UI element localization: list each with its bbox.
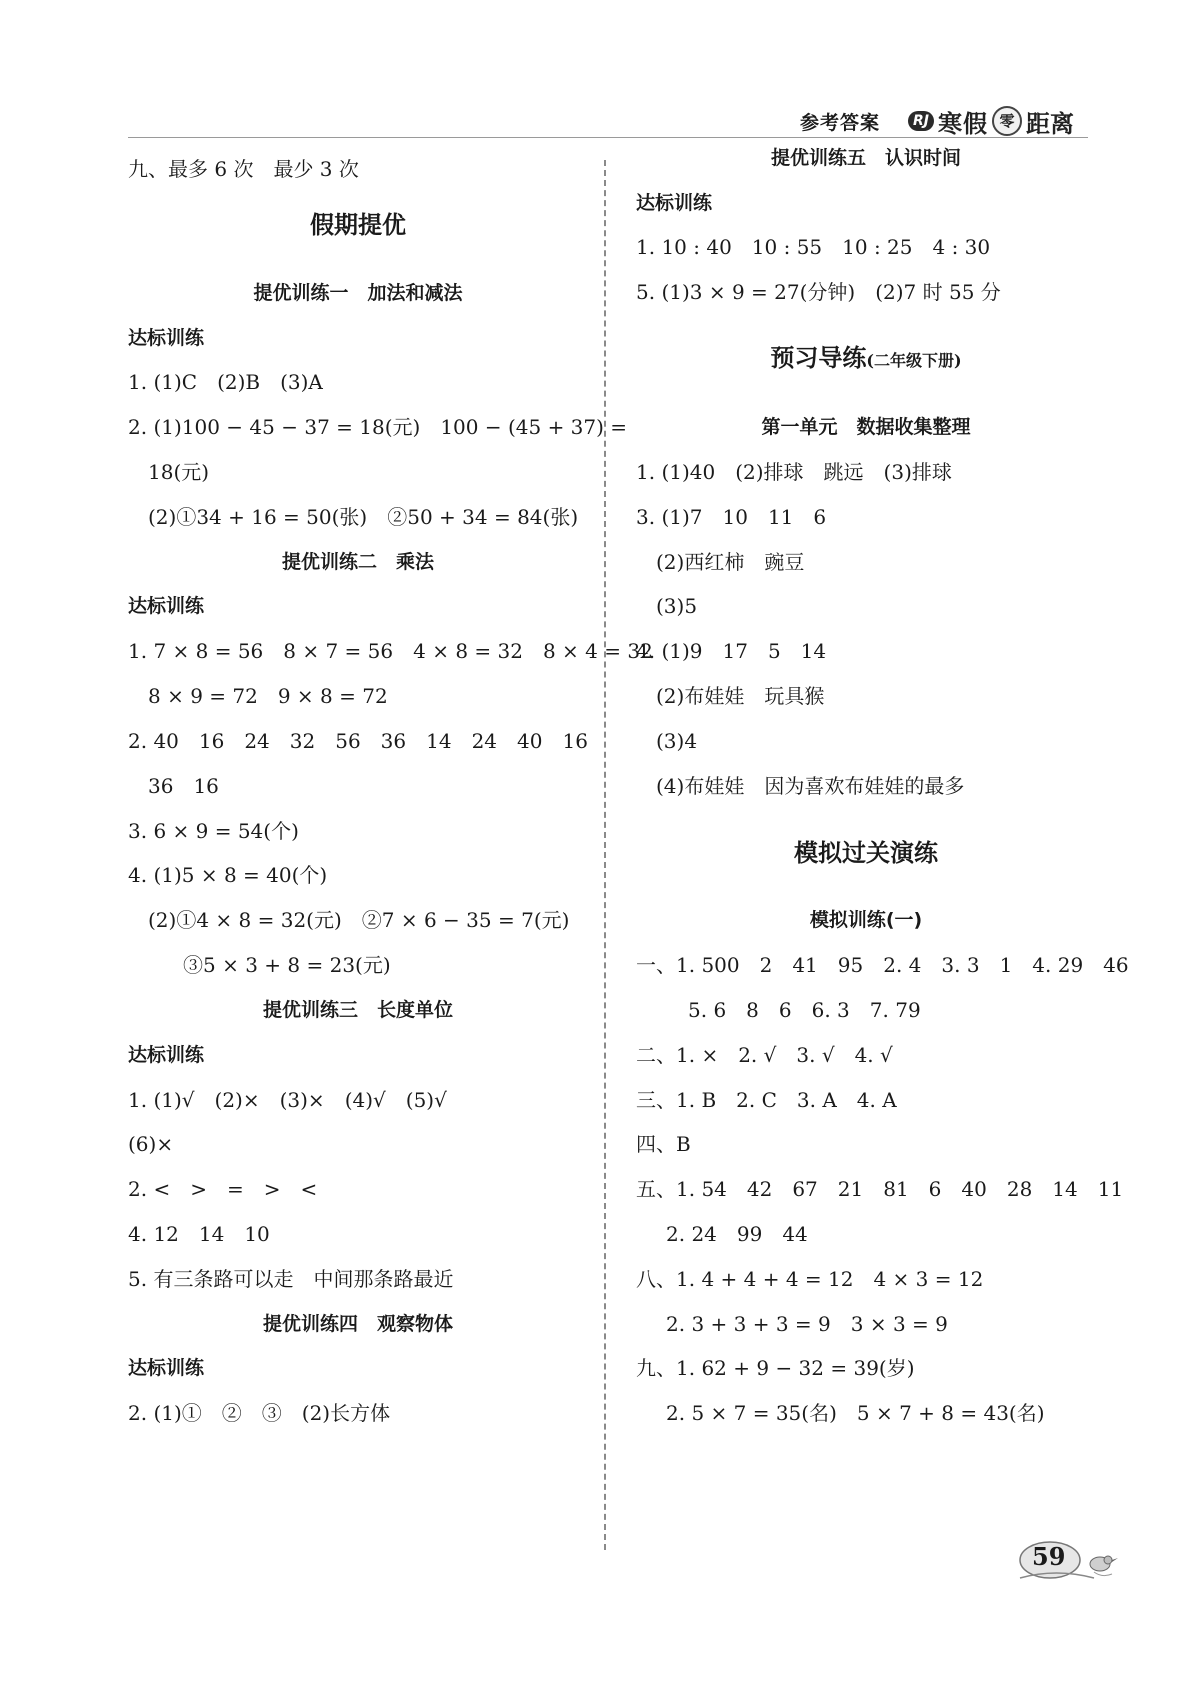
- subsection-title: 达标训练: [128, 1357, 205, 1379]
- answer-line: (2)西红柿 豌豆: [656, 550, 805, 574]
- subsection-title: 达标训练: [636, 192, 713, 214]
- training-title: 提优训练一 加法和减法: [253, 282, 463, 304]
- training-title: 提优训练二 乘法: [281, 551, 434, 573]
- answer-line: 1. (1)C (2)B (3)A: [128, 370, 323, 394]
- header-rule: [128, 137, 1088, 138]
- answer-line: 九、1. 62 + 9 − 32 = 39(岁): [636, 1356, 915, 1380]
- answer-line: 九、最多 6 次 最少 3 次: [128, 157, 359, 181]
- answer-line: 5. 有三条路可以走 中间那条路最近: [128, 1267, 454, 1291]
- training-title: 模拟训练(一): [809, 909, 923, 931]
- subsection-title: 达标训练: [128, 1044, 205, 1066]
- answer-line: (2)①4 × 8 = 32(元) ②7 × 6 − 35 = 7(元): [148, 908, 570, 932]
- answer-line: (3)4: [656, 729, 698, 753]
- answer-line: (6)×: [128, 1132, 174, 1156]
- answer-line: 2. (1)100 − 45 − 37 = 18(元) 100 − (45 + 37) =: [128, 415, 628, 439]
- section-title: 假期提优: [310, 210, 406, 239]
- answer-line: (2)布娃娃 玩具猴: [656, 684, 825, 708]
- answer-line: 1. 10 : 40 10 : 55 10 : 25 4 : 30: [636, 235, 991, 259]
- preview-note: (二年级下册): [866, 351, 962, 370]
- answer-line: 8 × 9 = 72 9 × 8 = 72: [148, 684, 388, 708]
- column-divider: [604, 160, 606, 1550]
- brand-text-1: 寒假: [938, 109, 988, 138]
- answer-line: 3. (1)7 10 11 6: [636, 505, 827, 529]
- answer-line: 一、1. 500 2 41 95 2. 4 3. 3 1 4. 29 46: [636, 953, 1129, 977]
- page-number-badge: [1016, 1538, 1126, 1584]
- answer-line: 五、1. 54 42 67 21 81 6 40 28 14 11: [636, 1177, 1124, 1201]
- answer-line: 2. 5 × 7 = 35(名) 5 × 7 + 8 = 43(名): [666, 1401, 1045, 1425]
- brand-zero-icon: 零: [992, 106, 1022, 136]
- training-title: 提优训练四 观察物体: [262, 1313, 453, 1335]
- answer-line: ③5 × 3 + 8 = 23(元): [183, 953, 391, 977]
- answer-line: 4. (1)5 × 8 = 40(个): [128, 863, 328, 887]
- brand-logo: [908, 104, 1088, 138]
- answer-line: 二、1. × 2. √ 3. √ 4. √: [636, 1043, 893, 1067]
- answer-line: 四、B: [636, 1132, 691, 1156]
- answer-line: 1. (1)40 (2)排球 跳远 (3)排球: [636, 460, 952, 484]
- answer-line: (2)①34 + 16 = 50(张) ②50 + 34 = 84(张): [148, 505, 579, 529]
- preview-title: [636, 343, 1096, 376]
- section-title: 模拟过关演练: [794, 838, 938, 867]
- answer-line: 三、1. B 2. C 3. A 4. A: [636, 1088, 897, 1112]
- answer-line: (4)布娃娃 因为喜欢布娃娃的最多: [656, 774, 965, 798]
- page-header: [0, 0, 1200, 140]
- answer-line: 1. 7 × 8 = 56 8 × 7 = 56 4 × 8 = 32 8 × 4 = 32: [128, 639, 653, 663]
- answer-line: 5. (1)3 × 9 = 27(分钟) (2)7 时 55 分: [636, 280, 1001, 304]
- answer-line: 18(元): [148, 460, 210, 484]
- answer-line: (3)5: [656, 594, 698, 618]
- answer-line: 1. (1)√ (2)× (3)× (4)√ (5)√: [128, 1088, 447, 1112]
- subsection-title: 达标训练: [128, 327, 205, 349]
- answer-line: 5. 6 8 6 6. 3 7. 79: [688, 998, 921, 1022]
- answer-line: 八、1. 4 + 4 + 4 = 12 4 × 3 = 12: [636, 1267, 984, 1291]
- page-number: 59: [1032, 1542, 1066, 1571]
- training-title: 提优训练五 认识时间: [770, 147, 961, 169]
- answer-line: 2. (1)① ② ③ (2)长方体: [128, 1401, 391, 1425]
- subsection-title: 达标训练: [128, 595, 205, 617]
- preview-title-text: 预习导练: [770, 343, 867, 372]
- answer-line: 4. (1)9 17 5 14: [636, 639, 827, 663]
- answer-line: 4. 12 14 10: [128, 1222, 270, 1246]
- brand-text-2: 距离: [1026, 109, 1074, 138]
- answer-line: 2. < > = > <: [128, 1177, 318, 1201]
- answer-line: 36 16: [148, 774, 219, 798]
- answer-line: 2. 24 99 44: [666, 1222, 808, 1246]
- header-title: 参考答案: [800, 112, 881, 134]
- answer-line: 3. 6 × 9 = 54(个): [128, 819, 299, 843]
- brand-tag: RJ: [908, 111, 934, 131]
- answer-line: 2. 40 16 24 32 56 36 14 24 40 16: [128, 729, 588, 753]
- answer-line: 2. 3 + 3 + 3 = 9 3 × 3 = 9: [666, 1312, 948, 1336]
- unit-title: 第一单元 数据收集整理: [761, 416, 971, 438]
- training-title: 提优训练三 长度单位: [262, 999, 453, 1021]
